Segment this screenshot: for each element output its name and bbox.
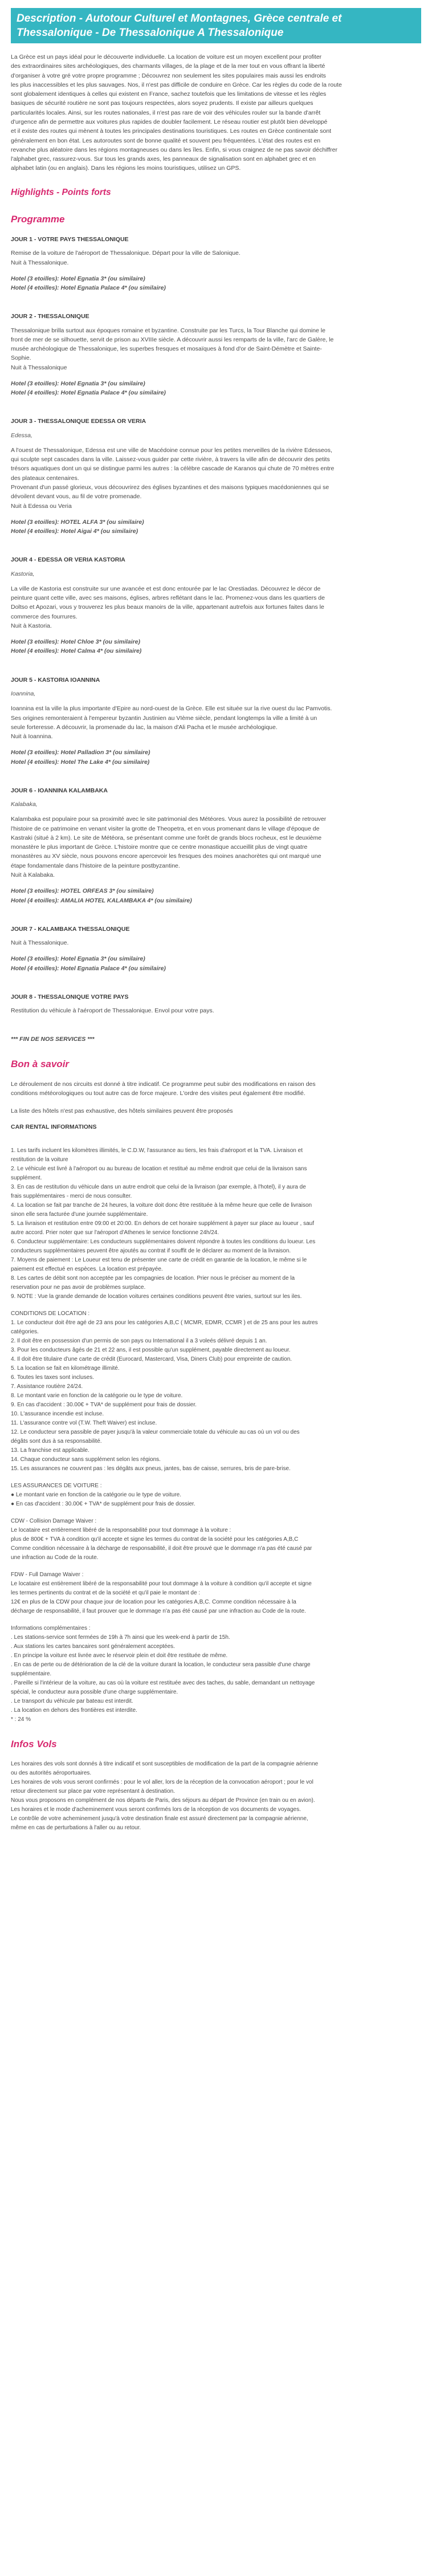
car-rental-item: 6. Conducteur supplémentaire: Les conducteurs supplémentaires doivent répondre à toutes les conditions du loueur. Les	[11, 1239, 316, 1246]
infos-vols-line: Les horaires des vols sont donnés à titre indicatif et sont susceptibles de modification de la part de la compagnie aérienne	[11, 1761, 319, 1768]
condition-item: 12. Le conducteur sera passible de payer jusqu'à la valeur commerciale totale du véhicule au cas où un vol ou des	[11, 1429, 300, 1436]
day-text-line: commerce des fourrures.	[11, 613, 78, 620]
day-text-line: Nuit à Thessalonique	[11, 364, 67, 371]
day-title: JOUR 5 - KASTORIA IOANNINA	[11, 676, 100, 683]
fdw-line: les termes pertinents du contrat et de la société et qu'il paie le montant de :	[11, 1590, 201, 1597]
infos-vols-line: Les horaires et le mode d'acheminement vous seront confirmés lors de la réception de vos documents de voyages.	[11, 1806, 301, 1813]
hotel-option: Hotel (4 etoilles): Hotel Aigai 4* (ou similaire)	[11, 528, 138, 535]
hotel-list	[11, 748, 421, 767]
cdw-line: plus de 800€ + TVA à condition qu'il accepte et signe les termes du contrat de la société pour les catégories A,B,C	[11, 1536, 299, 1543]
day-text-line: Nuit à Kastoria.	[11, 622, 52, 629]
day-text-line: Restitution du véhicule à l'aéroport de Thessalonique. Envol pour votre pays.	[11, 1007, 214, 1015]
car-rental-item: frais supplémentaires - merci de nous consulter.	[11, 1193, 132, 1200]
assurance-item: ● En cas d'accident : 30.00€ + TVA* de supplément pour frais de dossier.	[11, 1501, 195, 1508]
condition-item: 7. Assistance routière 24/24.	[11, 1383, 83, 1390]
bon-a-savoir-heading: Bon à savoir	[11, 1058, 70, 1069]
title-line-1: Description - Autotour Culturel et Montagnes, Grèce centrale et	[17, 13, 342, 25]
car-rental-item: 9. NOTE : Vue la grande demande de location voitures certaines conditions peuvent être varies, surtout sur les iles.	[11, 1293, 302, 1300]
infos-vols-line: même en cas de perturbations à l'aller ou au retour.	[11, 1825, 141, 1832]
day-text-line: La ville de Kastoria est construite sur une avancée et est donc entourée par le lac Orestiadas. Découvrez le décor de	[11, 585, 321, 592]
day-title: JOUR 8 - THESSALONIQUE VOTRE PAYS	[11, 993, 129, 1000]
day-text-line: seule forteresse. A découvrir, la promenade du lac, la maison d'Ali Pacha et le musée archéologique.	[11, 723, 278, 731]
car-rental-item: 4. La location se fait par tranche de 24 heures, la voiture doit donc être restituée à la même heure que celle de livraison	[11, 1202, 312, 1209]
condition-item: 2. Il doit être en possession d'un permis de son pays ou International il a 3 voleés délivré depuis 1 an.	[11, 1338, 267, 1345]
assurance-item: ● Le montant varie en fonction de la catégorie ou le type de voiture.	[11, 1492, 182, 1499]
day-text-line: Nuit à Ioannina.	[11, 733, 53, 740]
car-rental-item: autre accord. Prier noter que sur l'aéroport d'Athenes le service fonctionne 24h/24.	[11, 1230, 219, 1236]
cdw-line: CDW - Collision Damage Waiver :	[11, 1518, 97, 1525]
condition-item: 13. La franchise est applicable.	[11, 1447, 89, 1454]
day-text-line: A l'ouest de Thessalonique, Edessa est une ville de Macédoine connue pour les petites merveilles de la rivière Edesseos,	[11, 446, 332, 454]
condition-item: 14. Chaque conducteur sans supplément selon les régions.	[11, 1456, 161, 1463]
day-text-line: Ioannina est la ville la plus importante d'Epire au nord-ouest de la Grèce. Elle est située sur la rive ouest du lac Pamvotis.	[11, 705, 332, 713]
hotel-option: Hotel (4 etoilles): Hotel Egnatia Palace 4* (ou similaire)	[11, 284, 166, 292]
conditions-heading: CONDITIONS DE LOCATION :	[11, 1311, 90, 1317]
day-title: JOUR 6 - IOANNINA KALAMBAKA	[11, 787, 108, 794]
programme-days	[11, 235, 421, 1015]
day-text-line: Nuit à Edessa ou Veria	[11, 502, 72, 510]
condition-item: dégâts sont dus à sa responsabilité.	[11, 1438, 102, 1445]
day-title: JOUR 3 - THESSALONIQUE EDESSA OR VERIA	[11, 418, 146, 425]
day-place: Ioannina,	[11, 690, 36, 697]
day-text-line: Thessalonique brilla surtout aux époques romaine et byzantine. Construite par les Turcs, la Tour Blanche qui domine le	[11, 327, 325, 334]
day-text-line: Remise de la voiture de l'aéroport de Thessalonique. Départ pour la ville de Salonique.	[11, 250, 241, 257]
car-rental-item: paiement est effectué en espèces. La location est prépayée.	[11, 1266, 163, 1273]
hotel-option: Hotel (4 etoilles): Hotel The Lake 4* (ou similaire)	[11, 758, 150, 766]
day-place: Edessa,	[11, 432, 32, 439]
hotel-list	[11, 954, 421, 973]
hotel-option: Hotel (3 etoilles): Hotel Egnatia 3* (ou similaire)	[11, 275, 145, 282]
car-rental-item: 3. En cas de restitution du véhicule dans un autre endroit que celui de la livraison (par exemple, à l'hotel), il y aura de	[11, 1184, 306, 1191]
car-rental-item: 7. Moyens de paiement : Le Loueur est tenu de présenter une carte de crédit en garantie de la location, le même si le	[11, 1257, 307, 1264]
info-item: . Les stations-service sont fermées de 19h à 7h ainsi que les week-end à partir de 15h.	[11, 1634, 230, 1641]
condition-item: 5. La location se fait en kilométrage illimité.	[11, 1365, 120, 1372]
conditions-list	[11, 1318, 421, 1474]
condition-item: 8. Le montant varie en fonction de la catégorie ou le type de voiture.	[11, 1393, 183, 1399]
day-section	[11, 925, 421, 973]
info-list	[11, 1633, 421, 1724]
day-section	[11, 235, 421, 292]
day-text-line: Nuit à Thessalonique.	[11, 939, 69, 947]
assurances-heading: LES ASSURANCES DE VOITURE :	[11, 1483, 102, 1490]
hotel-option: Hotel (3 etoilles): Hotel Chloe 3* (ou similaire)	[11, 638, 140, 646]
info-heading: Informations complémentaires :	[11, 1625, 91, 1632]
info-item: spécial, le conducteur aura possible d'une charge supplémentaire.	[11, 1689, 178, 1696]
infos-vols-heading: Infos Vols	[11, 1739, 57, 1750]
info-item: . La location en dehors des frontières est interdite.	[11, 1707, 137, 1714]
day-text-line: étape fondamentale dans l'histoire de la peinture postbyzantine.	[11, 862, 180, 869]
condition-item: 1. Le conducteur doit être agé de 23 ans pour les catégories A,B,C ( MCMR, EDMR, CCMR ) et de 25 ans pour les autres	[11, 1320, 318, 1326]
infos-vols-line: retour directement sur place par votre représentant à destination.	[11, 1788, 175, 1795]
day-section	[11, 312, 421, 397]
hotel-option: Hotel (4 etoilles): AMALIA HOTEL KALAMBAKA 4* (ou similaire)	[11, 897, 192, 904]
infos-vols-line: Les horaires de vols vous seront confirmés : pour le vol aller, lors de la réception de la convocation aéroport ; pour le vol	[11, 1779, 313, 1786]
car-rental-item: restitution de la voiture	[11, 1157, 68, 1163]
hotel-list	[11, 886, 421, 905]
cdw-block	[11, 1517, 421, 1562]
hotels-note: La liste des hôtels n'est pas exhaustive, des hôtels similaires peuvent être proposés	[11, 1107, 233, 1114]
highlights-heading: Highlights - Points forts	[11, 187, 111, 197]
day-text-line: Doltso et Apozari, vous y trouverez les plus beaux manoirs de la ville, appartenant autrefois aux fortunes faites dans le	[11, 604, 324, 611]
car-rental-item: 1. Les tarifs incluent les kilomètres illimités, le C.D.W, l'assurance au tiers, les frais d'aéroport et la TVA. Livraison et	[11, 1147, 303, 1154]
hotel-option: Hotel (4 etoilles): Hotel Egnatia Palace 4* (ou similaire)	[11, 965, 166, 972]
intro-paragraph	[11, 52, 421, 173]
day-section	[11, 992, 421, 1016]
day-title: JOUR 4 - EDESSA OR VERIA KASTORIA	[11, 556, 125, 564]
cdw-line: une infraction au Code de la route.	[11, 1554, 99, 1561]
info-item: . En cas de perte ou de détérioration de la clé de la voiture durant la location, le conducteur sera passible d'une charge	[11, 1662, 311, 1669]
intro-line: alphabet latin (ou en anglais). Dans les régions les moins touristiques, utilisez un GPS.	[11, 165, 241, 172]
intro-line: l'alphabet grec, rassurez-vous. Sur tous les grands axes, les panneaux de signalisation sont en alphabet grec et en	[11, 156, 316, 163]
condition-item: 15. Les assurances ne couvrent pas : les dégâts aux pneus, jantes, bas de caisse, serrures, bris de pare-brise.	[11, 1466, 291, 1472]
programme-heading: Programme	[11, 213, 65, 225]
infos-vols-line: Nous vous proposons en complément de nos départs de Paris, des séjours au départ de Province (en train ou en avion).	[11, 1797, 315, 1804]
car-rental-item: supplément.	[11, 1175, 42, 1182]
infos-vols-text	[11, 1760, 421, 1833]
assurances-list	[11, 1491, 421, 1509]
fdw-line: décharge de responsabilité, il faut prouver que le dommage n'a pas été causé par une infraction au Code de la route.	[11, 1608, 306, 1615]
car-rental-item: sinon elle sera facturée d'une journée supplémentaire.	[11, 1211, 148, 1218]
car-rental-list	[11, 1146, 421, 1301]
intro-line: des extraordinaires sites archéologiques, des charmants villages, de la plage et de la mer tout en vous offrant la liberté	[11, 63, 325, 70]
intro-line: et il existe des routes qui mènent à toutes les principales destinations touristiques. Les routes en Grèce continentale sont	[11, 128, 332, 135]
day-text-line: l'histoire de ce patrimoine en venant visiter la grotte de Theopetra, et en vous promenant dans le village d'époque de	[11, 825, 320, 832]
day-text-line: Nuit à Thessalonique.	[11, 259, 69, 266]
info-item: . En principe la voiture est livrée avec le réservoir plein et doit être restituée de même.	[11, 1653, 228, 1659]
hotel-option: Hotel (3 etoilles): Hotel Egnatia 3* (ou similaire)	[11, 955, 145, 963]
condition-item: catégories.	[11, 1329, 39, 1336]
infos-vols-line: Le contrôle de votre acheminement jusqu'à votre destination finale est assuré directement par la compagnie aérienne,	[11, 1816, 308, 1822]
fin-services: *** FIN DE NOS SERVICES ***	[11, 1036, 95, 1043]
condition-item: 6. Toutes les taxes sont incluses.	[11, 1374, 95, 1381]
condition-item: 9. En cas d'accident : 30.00€ + TVA* de supplément pour frais de dossier.	[11, 1402, 197, 1409]
fdw-line: Le locataire est entièrement libéré de la responsabilité pour tout dommage à la voiture à condition qu'il accepte et signe	[11, 1581, 312, 1588]
day-text-line: dévoilent devant vous, au fil de votre promenade.	[11, 493, 142, 500]
page-title	[11, 8, 421, 43]
hotel-option: Hotel (4 etoilles): Hotel Calma 4* (ou similaire)	[11, 648, 142, 655]
car-rental-item: 5. La livraison et restitution entre 09:00 et 20:00. En dehors de cet horaire supplément à payer sur place au loueur , sauf	[11, 1220, 314, 1227]
info-item: . Le transport du véhicule par bateau est interdit.	[11, 1698, 133, 1705]
info-item: . Aux stations les cartes bancaires sont généralement acceptées.	[11, 1643, 175, 1650]
day-place: Kastoria,	[11, 570, 35, 577]
day-text-line: des plateaux centenaires.	[11, 474, 79, 482]
day-text-line: Sophie.	[11, 355, 31, 362]
condition-item: 4. Il doit être titulaire d'une carte de crédit (Eurocard, Mastercard, Visa, Diners Club) pour empreinte de caution.	[11, 1356, 292, 1363]
fdw-block	[11, 1570, 421, 1616]
day-text-line: trésors aquatiques dont un qui se distingue parmi les autres : la célèbre cascade de Karanos qui chute de 70 mètres entre	[11, 465, 335, 473]
intro-line: sont globalement identiques à celles qui existent en France, sachez toutefois que les limitations de vitesse et les règles	[11, 91, 327, 98]
fdw-line: FDW - Full Damage Waiver :	[11, 1572, 84, 1578]
day-title: JOUR 1 - VOTRE PAYS THESSALONIQUE	[11, 235, 129, 243]
title-line-2: Thessalonique - De Thessalonique A Thessalonique	[17, 27, 284, 39]
intro-line: revanche plus aléatoire dans les régions montagneuses ou dans les îles. Enfin, si vous craignez de ne pas savoir déchiffrer	[11, 146, 337, 153]
day-title: JOUR 7 - KALAMBAKA THESSALONIQUE	[11, 925, 130, 933]
infos-vols-line: ou des autorités aéroportuaires.	[11, 1770, 92, 1777]
day-text-line: monastère le plus important de Grèce. L'histoire montre que ce centre monastique accueillit plus de vingt quatre	[11, 844, 308, 851]
info-item: supplémentaire.	[11, 1671, 52, 1678]
day-text-line: peinture quant cette ville, avec ses maisons, églises, arbres reflétant dans le lac. Promenez-vous dans les quartiers de	[11, 595, 325, 602]
intro-line: La Grèce est un pays idéal pour le découverte individuelle. La location de voiture est un moyen excellent pour profiter	[11, 54, 322, 61]
car-rental-item: 2. Le véhicule est livré à l'aéroport ou au bureau de location et restitué au même endroit que celui de la livraison sans	[11, 1166, 307, 1173]
intro-line: les plus inaccessibles et les plus sauvages. Nos, il n'est pas difficile de conduire en Grèce. Car les règles du code de la route	[11, 81, 342, 88]
intro-line: basiques de sécurité routière ne sont pas toujours respectées, alors soyez prudents. Il existe par ailleurs quelques	[11, 100, 313, 107]
cdw-line: Le locataire est entièrement libéré de la responsabilité pour tout dommage à la voiture :	[11, 1527, 231, 1534]
condition-item: 11. L'assurance contre vol (T.W. Theft Waiver) est incluse.	[11, 1420, 157, 1427]
intro-line: d'urgence afin de permettre aux voitures plus rapides de doubler facilement. Le réseau routier est plutôt bien développé	[11, 119, 328, 126]
cdw-line: Comme condition nécessaire à la décharge de responsabilité, il doit être prouvé que le dommage n'a pas été causé par	[11, 1545, 312, 1552]
info-item: . Pareille si l'intérieur de la voiture, au cas où la voiture est restituée avec des taches, du sable, demandant un nettoyage	[11, 1680, 315, 1687]
day-text-line: monastères au XV siècle, nous pouvons encore apercevoir les fresques des moines anachorètes qui ont marqué une	[11, 853, 321, 860]
day-text-line: Nuit à Kalabaka.	[11, 871, 55, 878]
bon-a-savoir-line: conditions météorologiques ou tout autre cas de force majeure. L'ordre des visites peut également être modifié.	[11, 1090, 305, 1097]
hotel-list	[11, 274, 421, 293]
day-text-line: Provenant d'un passé glorieux, vous découvrirez des églises byzantines et des maisons typiques macédoniennes qui se	[11, 484, 329, 491]
day-text-line: Kastraki (situé à 2 km). Le site de Météora, se présentant comme une forêt de grands blocs rocheux, est le deuxième	[11, 834, 322, 841]
bon-a-savoir-text	[11, 1080, 421, 1098]
day-place: Kalabaka,	[11, 801, 38, 808]
day-text-line: Kalambaka est populaire pour sa proximité avec le site patrimonial des Météores. Vous aurez la possibilité de retrouver	[11, 816, 327, 823]
hotel-list	[11, 518, 421, 536]
condition-item: 3. Pour les conducteurs âgés de 21 et 22 ans, il est possible qu'un supplément, payable directement au loueur.	[11, 1347, 291, 1354]
day-section	[11, 555, 421, 656]
hotel-option: Hotel (4 etoilles): Hotel Egnatia Palace 4* (ou similaire)	[11, 389, 166, 397]
day-title: JOUR 2 - THESSALONIQUE	[11, 313, 89, 320]
day-section	[11, 675, 421, 767]
car-rental-item: conducteurs supplémentaires peuvent être ajoutés au contrat if souffit de le déclarer au moment de la livraison.	[11, 1248, 291, 1255]
day-section	[11, 417, 421, 536]
hotel-list	[11, 379, 421, 398]
hotel-option: Hotel (3 etoilles): Hotel Egnatia 3* (ou similaire)	[11, 380, 145, 387]
page	[11, 0, 421, 1863]
day-text-line: front de mer de se silhouette, servit de prison au XVIIIe siècle. A découvrir aussi les remparts de la ville, l'arc de Galère, le	[11, 336, 334, 343]
day-text-line: musée archéologique de Thessalonique, les superbes fresques et mosaïques à fond d'or de Saint-Démètre et Sainte-	[11, 345, 322, 353]
car-rental-item: reservation pour ne pas avoir de problèmes surplace.	[11, 1284, 146, 1291]
intro-line: particularités locales. Ainsi, sur les routes nationales, il n'est pas rare de voir des véhicules rouler sur la bande d'arrêt	[11, 109, 321, 116]
info-item: * : 24 %	[11, 1716, 31, 1723]
hotel-option: Hotel (3 etoilles): HOTEL ORFEAS 3* (ou similaire)	[11, 888, 154, 895]
hotel-option: Hotel (3 etoilles): HOTEL ALFA 3* (ou similaire)	[11, 518, 144, 526]
car-rental-item: 8. Les cartes de débit sont non acceptée par les compagnies de location. Prier nous le préciser au moment de la	[11, 1275, 295, 1282]
day-text-line: Ses origines remonteraient à l'empereur byzantin Justinien au VIème siècle, pendant longtemps la ville a limité à un	[11, 714, 317, 722]
hotel-list	[11, 637, 421, 656]
day-text-line: qui sculpte sept cascades dans la ville. Laissez-vous guider par cette rivière, à travers la ville afin de découvrir des petits	[11, 456, 330, 463]
bon-a-savoir-line: Le déroulement de nos circuits est donné à titre indicatif. Ce programme peut subir des modifications en raison des	[11, 1080, 316, 1088]
hotel-option: Hotel (3 etoilles): Hotel Palladion 3* (ou similaire)	[11, 749, 150, 756]
intro-line: généralement en bon état. Les autoroutes sont de bonne qualité et souvent peu fréquentées. L'état des routes est en	[11, 137, 321, 144]
intro-line: d'organiser à votre gré votre propre programme ; Découvrez non seulement les sites populaires mais aussi les endroits	[11, 72, 326, 79]
day-section	[11, 786, 421, 905]
condition-item: 10. L'assurance incendie est incluse.	[11, 1411, 104, 1418]
fdw-line: 12€ en plus de la CDW pour chaque jour de location pour les catégories A,B,C. Comme condition nécessaire à la	[11, 1599, 296, 1606]
car-rental-heading: CAR RENTAL INFORMATIONS	[11, 1123, 97, 1130]
